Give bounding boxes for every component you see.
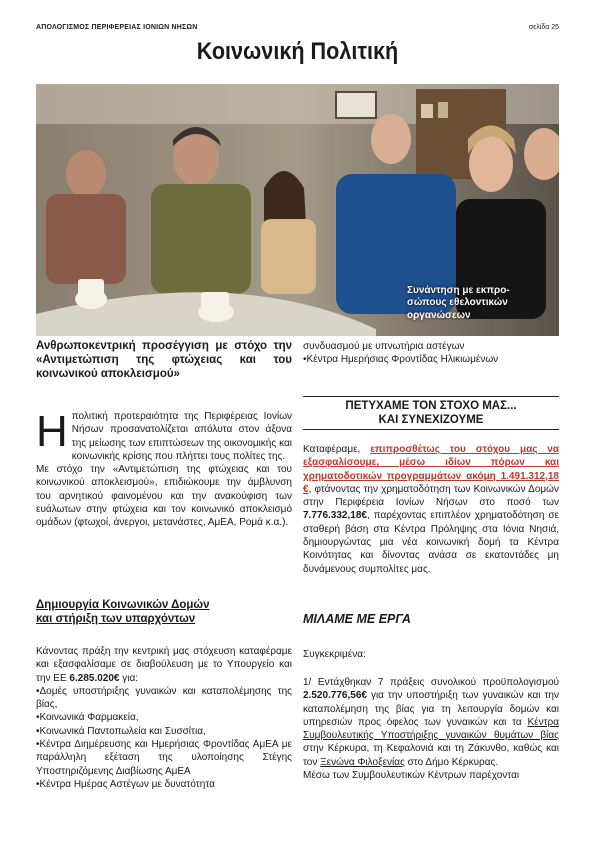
projects-paragraph (303, 676, 559, 782)
specifically-label: Συγκεκριμένα: (303, 649, 366, 660)
bullet-item: •Δομές υποστήριξης γυναικών και καταπολέμησης της βίας, (36, 685, 292, 711)
counseling-centers-link: Κέντρα Συμβουλευτικής Υποστήριξης γυναικών θυμάτων βίας (303, 716, 559, 742)
funding-text-pre: Κάνοντας πράξη την κεντρική μας στόχευση καταφέραμε και εξασφαλίσαμε σε διαβούλευση με το Υπουργείο και την ΕΕ (36, 646, 292, 684)
achievement-paragraph (303, 443, 559, 576)
projects-text-mid1: για την υποστήριξη των γυναικών και την καταπολέμηση της βίας για τη λειτουργία δομών και υπηρεσιών προς όφελος των γυναικών και τα (303, 690, 559, 728)
report-header-title: ΑΠΟΛΟΓΙΣΜΟΣ ΠΕΡΙΦΕΡΕΙΑΣ ΙΟΝΙΩΝ ΝΗΣΩΝ (36, 24, 198, 31)
left-column (36, 339, 292, 381)
funding-text-post: για: (119, 672, 139, 684)
achievement-highlight: επιπροσθέτως του στόχου μας να εξασφαλίσουμε, μέσω ιδίων πόρων και χρηματοδοτικών προγραμμάτων ακόμη 1.491.312,18 € (303, 444, 559, 495)
meeting-photo (36, 84, 559, 336)
shelter-link: Ξενώνα Φιλοξενίας (320, 756, 405, 768)
photo-caption: Συνάντηση με εκπρο-σώπους εθελοντικών οργανώσεων (407, 284, 510, 321)
speak-heading-block (303, 613, 559, 626)
bullet-item: •Κέντρα Ημέρας Αστέγων με δυνατότητα (36, 778, 215, 790)
bullet-item: •Κοινωνικά Φαρμακεία, (36, 712, 139, 724)
funding-paragraph (36, 645, 292, 791)
right-column-continuation (303, 340, 559, 367)
bullet-item: •Κοινωνικά Παντοπωλεία και Συσσίτια, (36, 725, 206, 737)
subheading (36, 598, 292, 626)
achievement-text-post: , παρέχοντας επιπλέον χρηματοδότηση σε σταθερή βάση στα Κέντρα Πρόληψης στα Ιόνια Νησιά, δημιουργώντας μια νέα κοινωνική δομή τα Κέντρα Κοινότητας και δίνοντας ανάσα σε εκατοντάδες μη δυνάμενους συμπολίτες μας. (303, 510, 559, 575)
bullet-item: •Κέντρα Διημέρευσης και Ημερήσιας Φροντίδας ΑμΕΑ με παράλληλη εξέταση της υλοποίησης Στέγης Υποστηριζόμενης Διαβίωσης ΑμΕΑ (36, 739, 292, 777)
projects-text-post: στο Δήμο Κέρκυρας. (404, 756, 499, 768)
goal-box-line-1: ΠΕΤΥΧΑΜΕ ΤΟΝ ΣΤΟΧΟ ΜΑΣ... (345, 400, 517, 412)
page-title: Κοινωνική Πολιτική (196, 38, 399, 65)
specifically-label-block (303, 648, 559, 661)
section-heading: Ανθρωποκεντρική προσέγγιση με στόχο την «Αντιμετώπιση της φτώχειας και του κοινωνικού αποκλεισμού» (36, 340, 292, 380)
projects-text-pre: 1/ Εντάχθηκαν 7 πράξεις συνολικού προϋπολογισμού (303, 677, 559, 688)
funding-amount: 6.285.020€ (69, 672, 120, 684)
intro-text-2: Με στόχο την «Αντιμετώπιση της φτώχειας και του κοινωνικού αποκλεισμού», επιδιώκουμε την άμβλυνση του αρνητικού φαινομένου και την ανακούφιση των ευάλωτων στην φτώχεια και τον κοινωνικό αποκλεισμό ομάδων (φτωχοί, άνεργοι, μετανάστες, ΑμΕΑ, Ρομά κ.α.). (36, 464, 292, 529)
speak-heading: ΜΙΛΑΜΕ ΜΕ ΕΡΓΑ (303, 612, 411, 626)
goal-box-line-2: ΚΑΙ ΣΥΝΕΧΙΖΟΥΜΕ (378, 414, 484, 426)
projects-text-mid2: στην Κέρκυρα, τη Κεφαλονιά και τη Ζάκυνθο, καθώς και τον (303, 743, 559, 768)
intro-text: πολιτική προτεραιότητα της Περιφέρειας Ιονίων Νήσων προσανατολίζεται απόλυτα στον άξονα της μείωσης των επιπτώσεων της οικονομικής και κοινωνικής κρίσης που πλήττει τους πολίτες της. (71, 411, 292, 462)
achievement-text-pre: Καταφέραμε, (303, 444, 371, 455)
continuation-bullet: •Κέντρα Ημερήσιας Φροντίδας Ηλικιωμένων (303, 354, 499, 366)
subheading-line-2: και στήριξη των υπαρχόντων (36, 613, 196, 625)
subheading-line-1: Δημιουργία Κοινωνικών Δομών (36, 599, 210, 611)
goal-box (303, 396, 559, 430)
achievement-text-mid: , φτάνοντας την χρηματοδότηση των Κοινωνικών Δομών στην Περιφέρεια Ιονίων Νήσων στο ποσό των (303, 483, 559, 509)
intro-paragraph (36, 407, 292, 530)
continuation-line: συνδυασμού με υπνωτήρια αστέγων (303, 341, 465, 352)
projects-amount: 2.520.776,56€ (303, 690, 367, 702)
achievement-amount: 7.776.332,18€ (303, 510, 367, 522)
projects-text-final: Μέσω των Συμβουλευτικών Κέντρων παρέχονται (303, 770, 520, 782)
page-number: σελίδα 25 (528, 24, 559, 31)
dropcap-letter: Η (36, 407, 68, 456)
